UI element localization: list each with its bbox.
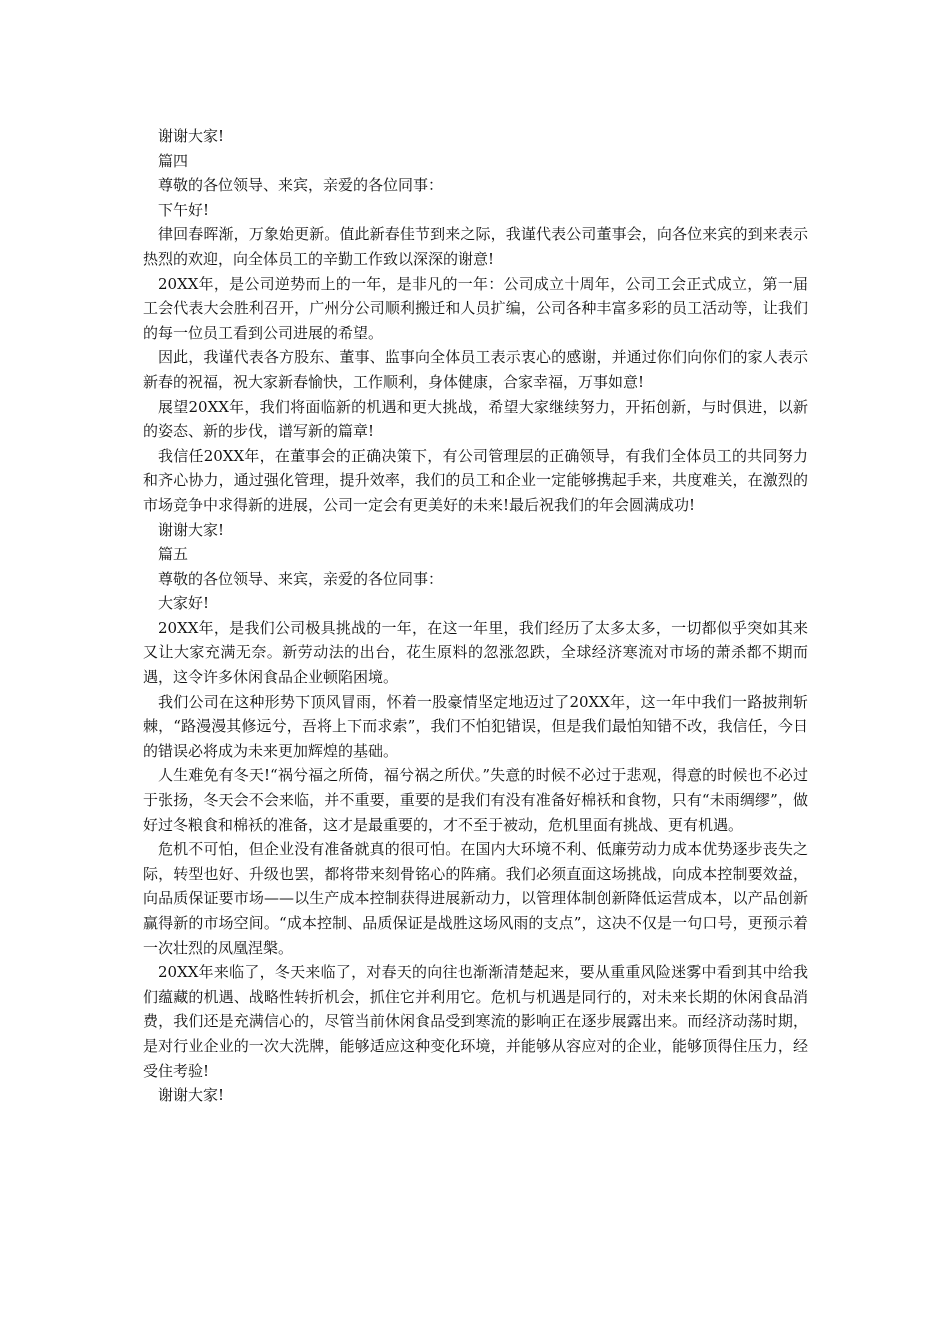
paragraph: 危机不可怕，但企业没有准备就真的很可怕。在国内大环境不利、低廉劳动力成本优势逐步丧失之际，转型也好、升级也罢，都将带来刻骨铭心的阵痛。我们必须直面这场挑战，向成本控制要效益，向品质保证要市场——以生产成本控制获得进展新动力，以管理体制创新降低运营成本，以产品创新赢得新的市场空间。“成本控制、品质保证是战胜这场风雨的支点”，这决不仅是一句口号，更预示着一次壮烈的凤凰涅槃。 (143, 840, 808, 957)
closing-thanks: 谢谢大家! (158, 520, 225, 539)
paragraph: 人生难免有冬天!“祸兮福之所倚，福兮祸之所伏。”失意的时候不必过于悲观，得意的时候也不必过于张扬，冬天会不会来临，并不重要，重要的是我们有没有准备好棉袄和食物，只有“未雨绸缪”，做好过冬粮食和棉袄的准备，这才是最重要的，才不至于被动，危机里面有挑战、更有机遇。 (143, 766, 808, 834)
paragraph: 20XX年，是公司逆势而上的一年，是非凡的一年：公司成立十周年，公司工会正式成立，第一届工会代表大会胜利召开，广州分公司顺利搬迁和人员扩编，公司各种丰富多彩的员工活动等，让我们的每一位员工看到公司进展的希望。 (143, 274, 808, 342)
paragraph: 律回春晖渐，万象始更新。值此新春佳节到来之际，我谨代表公司董事会，向各位来宾的到来表示热烈的欢迎，向全体员工的辛勤工作致以深深的谢意! (143, 225, 808, 268)
closing-thanks: 谢谢大家! (158, 127, 225, 145)
closing-thanks: 谢谢大家! (158, 1086, 225, 1105)
paragraph: 我信任20XX年，在董事会的正确决策下，有公司管理层的正确领导，有我们全体员工的共同努力和齐心协力，通过强化管理，提升效率，我们的员工和企业一定能够携起手来，共度难关，在激烈的市场竞争中求得新的进展，公司一定会有更美好的未来!最后祝我们的年会圆满成功! (143, 446, 808, 514)
greeting: 尊敬的各位领导、来宾，亲爱的各位同事： (158, 176, 444, 195)
section-title: 篇四 (158, 151, 189, 170)
document-page (143, 124, 808, 1108)
greeting: 尊敬的各位领导、来宾，亲爱的各位同事： (158, 569, 444, 588)
paragraph: 展望20XX年，我们将面临新的机遇和更大挑战，希望大家继续努力，开拓创新，与时俱进，以新的姿态、新的步伐，谱写新的篇章! (143, 397, 808, 441)
paragraph: 因此，我谨代表各方股东、董事、监事向全体员工表示衷心的感谢，并通过你们向你们的家人表示新春的祝福，祝大家新春愉快，工作顺利，身体健康，合家幸福，万事如意! (143, 348, 808, 391)
paragraph: 20XX年来临了，冬天来临了，对春天的向往也渐渐清楚起来，要从重重风险迷雾中看到其中给我们蕴藏的机遇、战略性转折机会，抓住它并利用它。危机与机遇是同行的，对未来长期的休闲食品消费，我们还是充满信心的，尽管当前休闲食品受到寒流的影响正在逐步展露出来。而经济动荡时期，是对行业企业的一次大洗牌，能够适应这种变化环境，并能够从容应对的企业，能够顶得住压力，经受住考验! (143, 963, 808, 1080)
paragraph: 我们公司在这种形势下顶风冒雨，怀着一股豪情坚定地迈过了20XX年，这一年中我们一路披荆斩棘，“路漫漫其修远兮，吾将上下而求索”，我们不怕犯错误，但是我们最怕知错不改，我信任，今日的错误必将成为未来更加辉煌的基础。 (143, 692, 808, 760)
salutation: 大家好! (158, 594, 210, 613)
paragraph: 20XX年，是我们公司极具挑战的一年，在这一年里，我们经历了太多太多，一切都似乎突如其来又让大家充满无奈。新劳动法的出台，花生原料的忽涨忽跌，全球经济寒流对市场的萧杀都不期而遇，这令许多休闲食品企业顿陷困境。 (143, 618, 808, 687)
salutation: 下午好! (158, 200, 210, 219)
section-title: 篇五 (158, 545, 189, 564)
